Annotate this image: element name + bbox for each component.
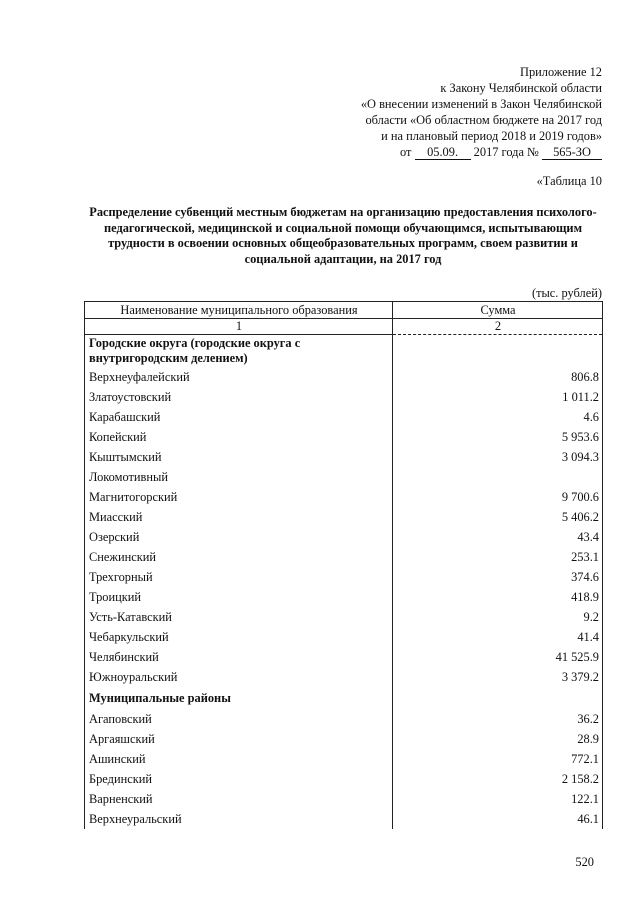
column-number-1: 1 bbox=[85, 319, 393, 335]
subvention-amount: 1 011.2 bbox=[393, 387, 603, 407]
page-number: 520 bbox=[575, 855, 594, 869]
subvention-amount: 5 953.6 bbox=[393, 427, 603, 447]
municipality-name: Златоустовский bbox=[85, 387, 393, 407]
subvention-amount: 806.8 bbox=[393, 367, 603, 387]
table-row bbox=[85, 427, 603, 447]
municipality-name: Агаповский bbox=[85, 709, 393, 729]
municipality-name: Троицкий bbox=[85, 587, 393, 607]
table-row bbox=[85, 729, 603, 749]
subvention-amount: 9 700.6 bbox=[393, 487, 603, 507]
table-row bbox=[85, 809, 603, 829]
municipality-name: Южноуральский bbox=[85, 667, 393, 687]
group-heading-city-districts: Городские округа (городские округа с внутригородским делением) bbox=[85, 335, 393, 368]
subvention-table bbox=[84, 301, 603, 829]
subvention-amount: 41 525.9 bbox=[393, 647, 603, 667]
table-row bbox=[85, 547, 603, 567]
annex-line: к Закону Челябинской области bbox=[440, 81, 602, 95]
table-row bbox=[85, 507, 603, 527]
group-heading-municipal-districts: Муниципальные районы bbox=[85, 687, 393, 709]
subvention-amount: 36.2 bbox=[393, 709, 603, 729]
municipality-name: Карабашский bbox=[85, 407, 393, 427]
municipality-name: Усть-Катавский bbox=[85, 607, 393, 627]
subvention-amount: 43.4 bbox=[393, 527, 603, 547]
table-row bbox=[85, 627, 603, 647]
municipality-name: Чебаркульский bbox=[85, 627, 393, 647]
units-label: (тыс. рублей) bbox=[531, 286, 602, 300]
municipality-name: Копейский bbox=[85, 427, 393, 447]
law-ot: от bbox=[400, 145, 412, 159]
table-row bbox=[85, 789, 603, 809]
subvention-amount: 772.1 bbox=[393, 749, 603, 769]
law-number: 565-ЗО bbox=[542, 146, 602, 160]
table-row bbox=[85, 769, 603, 789]
subvention-amount: 3 094.3 bbox=[393, 447, 603, 467]
municipality-name: Магнитогорский bbox=[85, 487, 393, 507]
municipality-name: Верхнеуфалейский bbox=[85, 367, 393, 387]
annex-header bbox=[272, 64, 602, 160]
table-row bbox=[85, 447, 603, 467]
table-row bbox=[85, 749, 603, 769]
table-row bbox=[85, 527, 603, 547]
municipality-name: Снежинский bbox=[85, 547, 393, 567]
annex-line: Приложение 12 bbox=[520, 65, 602, 79]
subvention-amount: 374.6 bbox=[393, 567, 603, 587]
annex-line: области «Об областном бюджете на 2017 год bbox=[365, 113, 602, 127]
table-row bbox=[85, 647, 603, 667]
group-value-empty bbox=[393, 687, 603, 709]
subvention-amount: 9.2 bbox=[393, 607, 603, 627]
table-row bbox=[85, 667, 603, 687]
municipality-name: Локомотивный bbox=[85, 467, 393, 487]
subvention-amount: 4.6 bbox=[393, 407, 603, 427]
annex-line: и на плановый период 2018 и 2019 годов» bbox=[381, 129, 602, 143]
municipality-name: Миасский bbox=[85, 507, 393, 527]
subvention-amount: 3 379.2 bbox=[393, 667, 603, 687]
table-row bbox=[85, 587, 603, 607]
subvention-amount: 418.9 bbox=[393, 587, 603, 607]
column-header-sum: Сумма bbox=[393, 302, 603, 319]
table-row bbox=[85, 467, 603, 487]
subvention-amount: 28.9 bbox=[393, 729, 603, 749]
group-row bbox=[85, 687, 603, 709]
subvention-amount: 5 406.2 bbox=[393, 507, 603, 527]
law-date: 05.09. bbox=[415, 146, 471, 160]
subvention-amount: 41.4 bbox=[393, 627, 603, 647]
subvention-amount: 46.1 bbox=[393, 809, 603, 829]
table-note: «Таблица 10 bbox=[536, 174, 602, 188]
table-row bbox=[85, 367, 603, 387]
table-row bbox=[85, 487, 603, 507]
column-header-name: Наименование муниципального образования bbox=[85, 302, 393, 319]
table-row bbox=[85, 607, 603, 627]
municipality-name: Озерский bbox=[85, 527, 393, 547]
table-row bbox=[85, 567, 603, 587]
column-number-2: 2 bbox=[393, 319, 603, 335]
subvention-amount bbox=[393, 467, 603, 487]
law-date-line bbox=[272, 144, 602, 160]
municipality-name: Челябинский bbox=[85, 647, 393, 667]
annex-line: «О внесении изменений в Закон Челябинской bbox=[360, 97, 602, 111]
municipality-name: Трехгорный bbox=[85, 567, 393, 587]
municipality-name: Верхнеуральский bbox=[85, 809, 393, 829]
table-row bbox=[85, 407, 603, 427]
municipality-name: Варненский bbox=[85, 789, 393, 809]
group-value-empty bbox=[393, 335, 603, 368]
municipality-name: Кыштымский bbox=[85, 447, 393, 467]
municipality-name: Брединский bbox=[85, 769, 393, 789]
municipality-name: Ашинский bbox=[85, 749, 393, 769]
table-row bbox=[85, 709, 603, 729]
table-row bbox=[85, 387, 603, 407]
subvention-amount: 122.1 bbox=[393, 789, 603, 809]
law-year-no: 2017 года № bbox=[473, 145, 539, 159]
municipality-name: Аргаяшский bbox=[85, 729, 393, 749]
document-title: Распределение субвенций местным бюджетам на организацию предоставления психолого-педагогической, медицинской и социальной помощи обучающимся, испытывающим трудности в освоении основных общеобразовательных программ, своем развитии и социальной адаптации, на 2017 год bbox=[89, 205, 597, 266]
subvention-amount: 253.1 bbox=[393, 547, 603, 567]
subvention-amount: 2 158.2 bbox=[393, 769, 603, 789]
